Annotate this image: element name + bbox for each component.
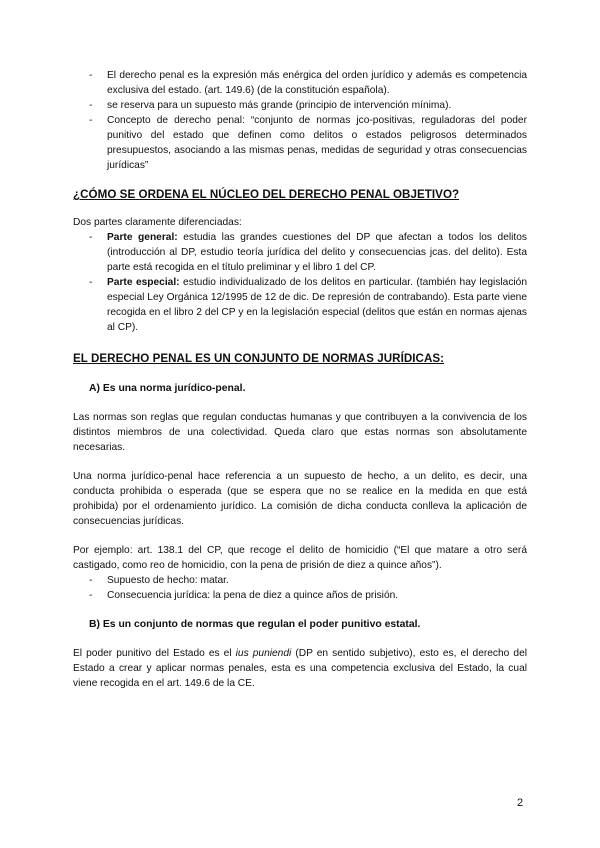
bullet-text: se reserva para un supuesto más grande (principio de intervención mínima). [107,100,452,111]
parte-especial-label: Parte especial: [107,277,180,288]
bullet-dash: - [89,232,93,243]
section-heading-nucleo: ¿CÓMO SE ORDENA EL NÚCLEO DEL DERECHO PENAL OBJETIVO? [73,188,460,201]
bullet-dash: - [89,70,93,81]
bullet-text: Supuesto de hecho: matar. [107,575,229,586]
parte-general-label: Parte general: [107,232,178,243]
paragraph: Por ejemplo: art. 138.1 del CP, que recoge el delito de homicidio (“El que matare a otro será castigado, como reo de homicidio, con la pena de prisión de diez a quince años”). [73,545,527,571]
bullet-dash: - [89,590,93,601]
bullet-dash: - [89,575,93,586]
bullet-text: Consecuencia jurídica: la pena de diez a quince años de prisión. [107,590,399,601]
bullet-dash: - [89,277,93,288]
section-heading-normas: EL DERECHO PENAL ES UN CONJUNTO DE NORMAS JURÍDICAS: [73,352,445,365]
example-bullet-list [73,573,527,603]
paragraph: Una norma jurídico-penal hace referencia a un supuesto de hecho, a un delito, es decir, una conducta prohibida o esperada (que se espera que no se realice en la medida en que está prohibida) por el ordenamiento jurídico. La comisión de dicha conducta conlleva la aplicación de consecuencias jurídicas. [73,471,527,527]
bullet-dash: - [89,100,93,111]
bullet-text: Concepto de derecho penal: “conjunto de normas jco-positivas, reguladoras del poder punitivo del estado que definen como delitos o estados peligrosos determinados presupuestos, asociando a las mismas penas, medidas de seguridad y otras consecuencias jurídicas” [107,115,527,171]
list-item [73,588,527,603]
para4-post: (DP en sentido subjetivo), esto es, el derecho del Estado a crear y aplicar normas penales, esta es una competencia exclusiva del Estado, la cual viene recogida en el art. 149.6 de la CE. [73,648,527,689]
paragraph: Las normas son reglas que regulan conductas humanas y que contribuyen a la convivencia de los distintos miembros de una colectividad. Queda claro que estas normas son absolutamente necesarias. [73,412,527,453]
paragraph-ius-puniendi [73,646,527,691]
partes-list [73,230,527,335]
intro-bullet-list [73,68,527,173]
para4-pre: El poder punitivo del Estado es el [73,648,236,659]
parte-especial-text: estudio individualizado de los delitos en particular. (también hay legislación especial Ley Orgánica 12/1995 de 12 de dic. De represión de contrabando). Esta parte viene recogida en el libro 2 del CP y en la legislación especial (delitos que están en normas ajenas al CP). [107,277,528,333]
list-item [73,98,527,113]
list-item [73,275,527,335]
list-item [73,573,527,588]
ius-puniendi-term: ius puniendi [235,648,292,659]
parte-general-text: estudia las grandes cuestiones del DP que afectan a todos los delitos (introducción al DP, estudio teoría jurídica del delito y consecuencias jcas. del delito). Esta parte está recogida en el título preliminar y el libro 1 del CP. [107,232,527,273]
document-body [73,68,527,691]
list-item [73,68,527,98]
list-item [73,230,527,275]
subheading-b: B) Es un conjunto de normas que regulan el poder punitivo estatal. [89,619,421,630]
bullet-text: El derecho penal es la expresión más enérgica del orden jurídico y además es competencia exclusiva del estado. (art. 149.6) (de la constitución española). [107,70,527,96]
page-number: 2 [517,797,524,809]
partes-intro: Dos partes claramente diferenciadas: [73,217,242,228]
list-item [73,113,527,173]
bullet-dash: - [89,115,93,126]
subheading-a: A) Es una norma jurídico-penal. [89,383,246,394]
